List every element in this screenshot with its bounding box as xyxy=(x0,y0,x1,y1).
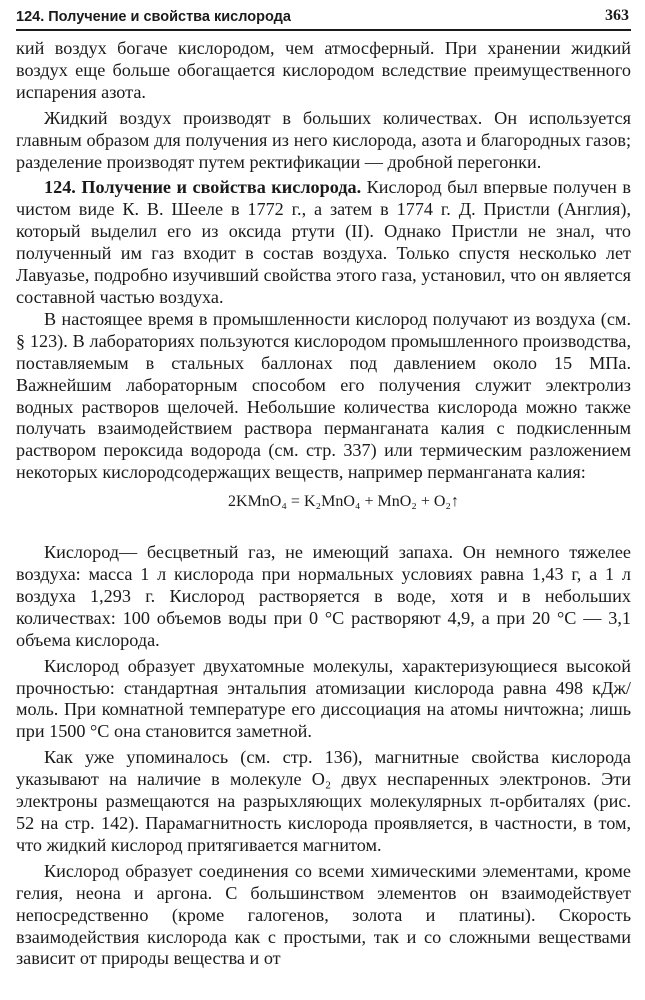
paragraph-8: Кислород образует соединения со всеми химическими элементами, кроме гелия, неона и аргона. С большинством элементов он взаимодействует непосредственно (кроме галогенов, золота и платины). Скорость взаимодействия кислорода как с простыми, так и со сложными веществами зависит от природы вещества и от xyxy=(16,860,631,969)
running-head xyxy=(16,4,631,31)
paragraph-7: Как уже упоминалось (см. стр. 136), магнитные свойства кислорода указывают на наличие в молекуле O₂ двух неспаренных электронов. Эти электроны размещаются на разрыхляющих молекулярных π-орбиталях (рис. 52 на стр. 142). Парамагнитность кислорода проявляется, в частности, в том, что жидкий кислород притягивается магнитом. xyxy=(16,747,631,855)
chemical-equation: 2KMnO₄ = K₂MnO₄ + MnO₂ + O₂↑ xyxy=(228,493,459,511)
page-number: 363 xyxy=(605,7,629,24)
paragraph-6: Кислород образует двухатомные молекулы, характеризующиеся высокой прочностью: стандартная энтальпия атомизации кислорода равна 498 кДж/моль. При комнатной температуре его диссоциация на атомы ничтожна; лишь при 1500 °С она становится заметной. xyxy=(16,655,631,742)
paragraph-1: кий воздух богаче кислородом, чем атмосферный. При хранении жидкий воздух еще больше обогащается кислородом вследствие преимущественного испарения азота. xyxy=(16,38,631,102)
section-title: 124. Получение и свойства кислорода. xyxy=(44,177,362,198)
paragraph-4: В настоящее время в промышленности кислород получают из воздуха (см. § 123). В лабораториях пользуются кислородом промышленного производства, поставляемым в стальных баллонах под давлением около 15 МПа. Важнейшим лабораторным способом его получения служит электролиз водных растворов щелочей. Небольшие количества кислорода можно также получать взаимодействием раствора перманганата калия с подкисленным раствором пероксида водорода (см. стр. 337) или термическим разложением некоторых кислородсодержащих веществ, например перманганата калия: xyxy=(16,308,631,483)
running-head-title: 124. Получение и свойства кислорода xyxy=(16,8,291,25)
paragraph-5: Кислород— бесцветный газ, не имеющий запаха. Он немного тяжелее воздуха: масса 1 л кислорода при нормальных условиях равна 1,43 г, а 1 л воздуха 1,293 г. Кислород растворяется в воде, хотя и в небольших количествах: 100 объемов воды при 0 °С растворяют 4,9, а при 20 °С — 3,1 объема кислорода. xyxy=(16,542,631,650)
body-text xyxy=(16,38,631,970)
paragraph-3-text: Кислород был впервые получен в чистом виде К. В. Шееле в 1772 г., а затем в 1774 г. Д. Пристли (Англия), который выделил его из оксида ртути (II). Однако Пристли не знал, что полученный им газ входит в состав воздуха. Только спустя несколько лет Лавуазье, подробно изучивший свойства этого газа, установил, что он является составной частью воздуха. xyxy=(16,177,631,307)
paragraph-3 xyxy=(16,177,631,308)
paragraph-2: Жидкий воздух производят в больших количествах. Он используется главным образом для получения из него кислорода, азота и благородных газов; разделение производят путем ректификации — дробной перегонки. xyxy=(16,107,631,172)
